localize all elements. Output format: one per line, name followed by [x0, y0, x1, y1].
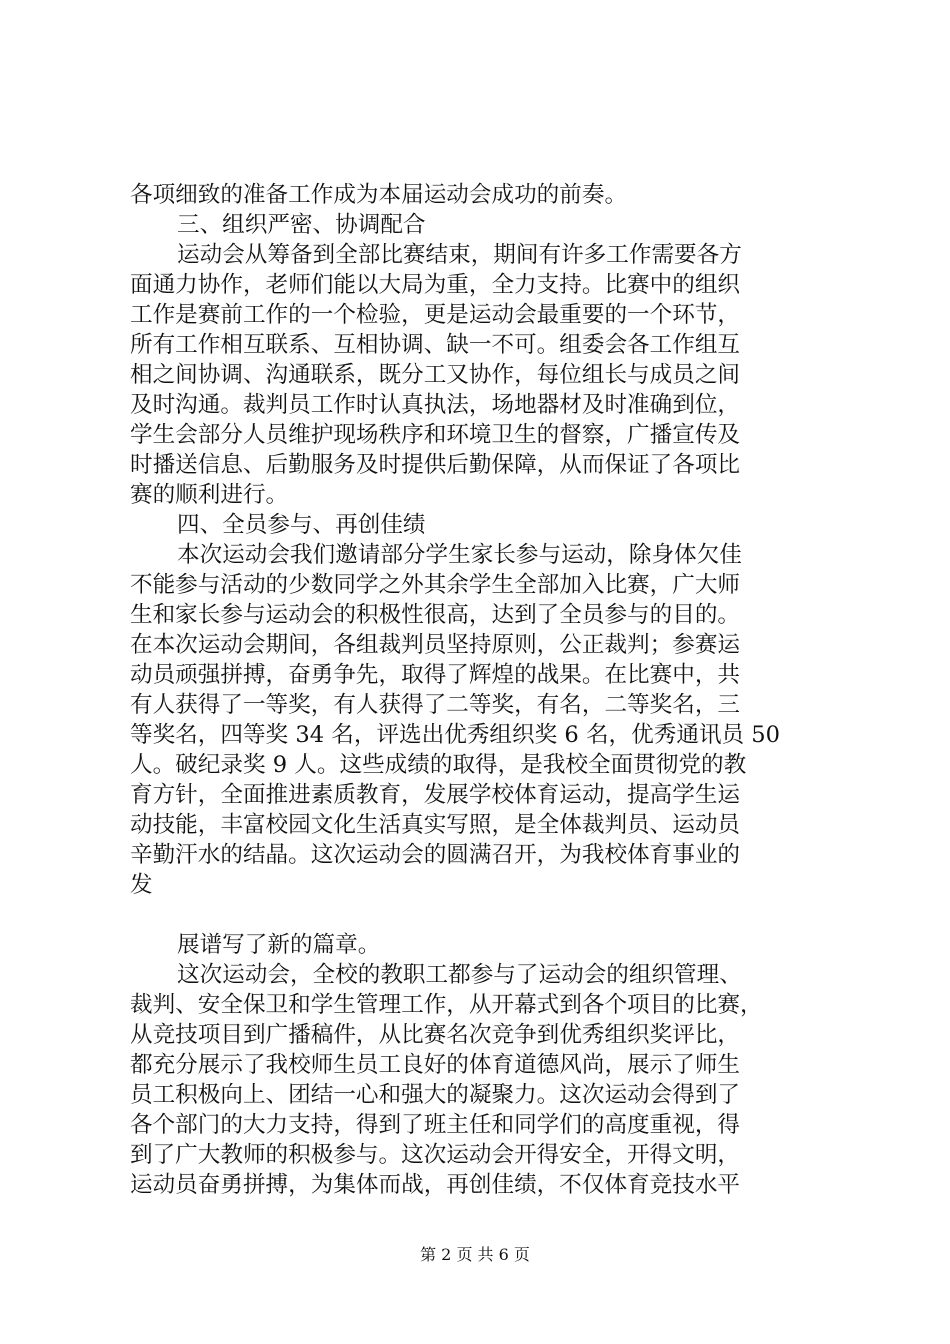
text-line-04: 面通力协作，老师们能以大局为重，全力支持。比赛中的组织: [130, 272, 741, 298]
text-line-30: 员工积极向上、团结一心和强大的凝聚力。这次运动会得到了: [130, 1082, 741, 1108]
text-line-03: 运动会从筹备到全部比赛结束，期间有许多工作需要各方: [177, 242, 742, 268]
text-line-33: 运动员奋勇拼搏，为集体而战，再创佳绩，不仅体育竞技水平: [130, 1172, 741, 1198]
text-line-11: 赛的顺利进行。: [130, 482, 289, 508]
text-line-29: 都充分展示了我校师生员工良好的体育道德风尚，展示了师生: [130, 1052, 741, 1078]
section-heading-3: 三、组织严密、协调配合: [177, 212, 426, 238]
text-line-15: 生和家长参与运动会的积极性很高，达到了全员参与的目的。: [130, 602, 741, 628]
text-line-08: 及时沟通。裁判员工作时认真执法，场地器材及时准确到位，: [130, 392, 741, 418]
text-line-24: 发: [130, 872, 153, 898]
text-line-22: 动技能，丰富校园文化生活真实写照，是全体裁判员、运动员: [130, 812, 741, 838]
text-line-07: 相之间协调、沟通联系，既分工又协作，每位组长与成员之间: [130, 362, 741, 388]
text-line-23: 辛勤汗水的结晶。这次运动会的圆满召开，为我校体育事业的: [130, 842, 741, 868]
text-line-16: 在本次运动会期间，各组裁判员坚持原则，公正裁判；参赛运: [130, 632, 741, 658]
text-line-18: 有人获得了一等奖，有人获得了二等奖，有名，二等奖名，三: [130, 692, 741, 718]
text-line-06: 所有工作相互联系、互相协调、缺一不可。组委会各工作组互: [130, 332, 741, 358]
page-footer: 第 2 页 共 6 页: [420, 1245, 530, 1264]
text-line-25: 展谱写了新的篇章。: [177, 932, 381, 958]
text-line-09: 学生会部分人员维护现场秩序和环境卫生的督察，广播宣传及: [130, 422, 741, 448]
text-line-31: 各个部门的大力支持，得到了班主任和同学们的高度重视，得: [130, 1112, 741, 1138]
text-line-13: 本次运动会我们邀请部分学生家长参与运动，除身体欠佳: [177, 542, 742, 568]
text-line-26: 这次运动会，全校的教职工都参与了运动会的组织管理、: [177, 962, 742, 988]
text-line-32: 到了广大教师的积极参与。这次运动会开得安全，开得文明，: [130, 1142, 741, 1168]
text-line-21: 育方针，全面推进素质教育，发展学校体育运动，提高学生运: [130, 782, 741, 808]
text-line-05: 工作是赛前工作的一个检验，更是运动会最重要的一个环节，: [130, 302, 741, 328]
text-line-20: 人。破纪录奖 9 人。这些成绩的取得，是我校全面贯彻党的教: [130, 752, 747, 778]
text-line-14: 不能参与活动的少数同学之外其余学生全部加入比赛，广大师: [130, 572, 741, 598]
text-line-28: 从竞技项目到广播稿件，从比赛名次竞争到优秀组织奖评比，: [130, 1022, 741, 1048]
text-line-19: 等奖名，四等奖 34 名，评选出优秀组织奖 6 名，优秀通讯员 50: [130, 722, 781, 748]
text-line-27: 裁判、安全保卫和学生管理工作，从开幕式到各个项目的比赛，: [130, 992, 763, 1018]
section-heading-4: 四、全员参与、再创佳绩: [177, 512, 426, 538]
text-line-10: 时播送信息、后勤服务及时提供后勤保障，从而保证了各项比: [130, 452, 741, 478]
text-line-17: 动员顽强拼搏，奋勇争先，取得了辉煌的战果。在比赛中，共: [130, 662, 741, 688]
text-line-01: 各项细致的准备工作成为本届运动会成功的前奏。: [130, 182, 628, 208]
